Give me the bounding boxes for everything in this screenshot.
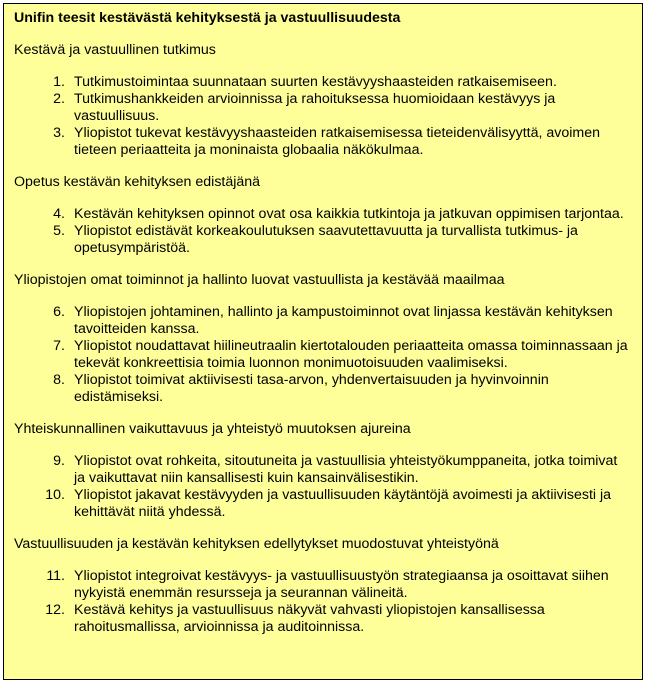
list-item	[14, 602, 630, 636]
item-text: Yliopistojen johtaminen, hallinto ja kampustoiminnot ovat linjassa kestävän kehityksen tavoitteiden kanssa.	[74, 304, 613, 337]
item-number: 8.	[53, 372, 65, 388]
item-text: Yliopistot integroivat kestävyys- ja vastuullisuustyön strategiaansa ja osoittavat siihen nykyistä enemmän resursseja ja seurannan välineitä.	[74, 568, 609, 601]
section-5	[14, 536, 630, 636]
item-text: Kestävän kehityksen opinnot ovat osa kaikkia tutkintoja ja jatkuvan oppimisen tarjontaa.	[74, 206, 624, 222]
theses-box	[3, 3, 643, 680]
item-text: Yliopistot jakavat kestävyyden ja vastuullisuuden käytäntöjä avoimesti ja aktiivisesti ja kehittävät niitä yhdessä.	[74, 487, 612, 520]
list-item	[14, 338, 630, 372]
item-text: Tutkimustoimintaa suunnataan suurten kestävyyshaasteiden ratkaisemiseen.	[74, 74, 557, 90]
list-item	[14, 91, 630, 125]
item-number: 9.	[53, 453, 65, 469]
numbered-list	[14, 453, 630, 521]
item-number: 11.	[46, 568, 65, 584]
item-text: Yliopistot edistävät korkeakoulutuksen saavutettavuutta ja turvallista tutkimus- ja opetusympäristöä.	[74, 223, 578, 256]
item-number: 10.	[45, 487, 65, 503]
item-number: 6.	[53, 304, 65, 320]
item-text: Yliopistot noudattavat hiilineutraalin kiertotalouden periaatteita omassa toiminnassaan ja tekevät konkreettisia toimia luonnon monimuotoisuuden vaalimiseksi.	[74, 338, 628, 371]
section-1	[14, 42, 630, 159]
list-item	[14, 125, 630, 159]
list-item	[14, 223, 630, 257]
item-number: 4.	[53, 206, 65, 222]
numbered-list	[14, 304, 630, 406]
section-2	[14, 174, 630, 257]
list-item	[14, 453, 630, 487]
section-heading: Opetus kestävän kehityksen edistäjänä	[14, 174, 261, 190]
item-text: Yliopistot tukevat kestävyyshaasteiden ratkaisemisessa tieteidenvälisyyttä, avoimen tieteen periaatteita ja moninaista globaalia näkökulmaa.	[74, 125, 600, 158]
list-item	[14, 304, 630, 338]
list-item	[14, 372, 630, 406]
item-number: 7.	[53, 338, 65, 354]
section-heading: Kestävä ja vastuullinen tutkimus	[14, 42, 216, 58]
list-item	[14, 568, 630, 602]
item-number: 12.	[45, 602, 65, 618]
list-item	[14, 74, 630, 91]
numbered-list	[14, 206, 630, 257]
numbered-list	[14, 568, 630, 636]
section-4	[14, 421, 630, 521]
item-text: Tutkimushankkeiden arvioinnissa ja rahoituksessa huomioidaan kestävyys ja vastuullisuus.	[74, 91, 556, 124]
list-item	[14, 487, 630, 521]
section-heading: Yhteiskunnallinen vaikuttavuus ja yhteistyö muutoksen ajureina	[14, 421, 411, 437]
item-number: 5.	[53, 223, 65, 239]
item-text: Kestävä kehitys ja vastuullisuus näkyvät vahvasti yliopistojen kansallisessa rahoitusmallissa, arvioinnissa ja auditoinnissa.	[74, 602, 545, 635]
document-title: Unifin teesit kestävästä kehityksestä ja vastuullisuudesta	[14, 10, 401, 26]
list-item	[14, 206, 630, 223]
item-text: Yliopistot ovat rohkeita, sitoutuneita ja vastuullisia yhteistyökumppaneita, jotka toimivat ja vaikuttavat niin kansallisesti kuin kansainvälisestikin.	[74, 453, 618, 486]
item-number: 1.	[53, 74, 65, 90]
section-heading: Yliopistojen omat toiminnot ja hallinto luovat vastuullista ja kestävää maailmaa	[14, 272, 505, 288]
numbered-list	[14, 74, 630, 159]
section-3	[14, 272, 630, 406]
item-number: 3.	[53, 125, 65, 141]
item-text: Yliopistot toimivat aktiivisesti tasa-arvon, yhdenvertaisuuden ja hyvinvoinnin edistämiseksi.	[74, 372, 549, 405]
item-number: 2.	[53, 91, 65, 107]
section-heading: Vastuullisuuden ja kestävän kehityksen edellytykset muodostuvat yhteistyönä	[14, 536, 499, 552]
